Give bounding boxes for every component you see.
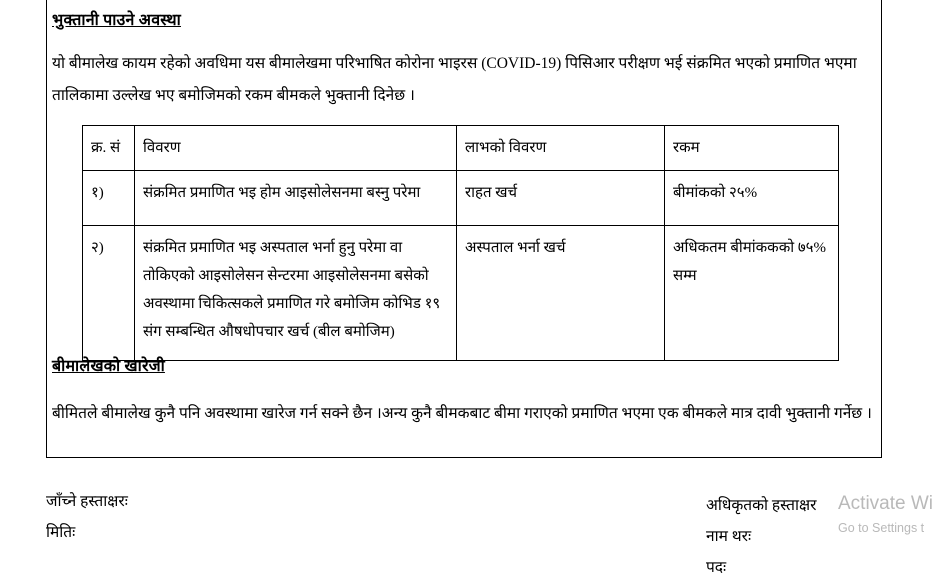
watermark-title: Activate Wi — [838, 493, 934, 514]
cell-description: संक्रमित प्रमाणित भइ होम आइसोलेसनमा बस्नु परेमा — [135, 171, 457, 226]
document-border-right — [881, 0, 882, 458]
table-header-amount: रकम — [665, 126, 839, 171]
table-row — [83, 226, 839, 361]
table-row — [83, 171, 839, 226]
cell-description: संक्रमित प्रमाणित भइ अस्पताल भर्ना हुनु परेमा वा तोकिएको आइसोलेसन सेन्टरमा आइसोलेसनमा बसेको अवस्थामा चिकित्सकले प्रमाणित गरे बमोजिम कोभिड १९ संग सम्बन्धित औषधोपचार खर्च (बील बमोजिम) — [135, 226, 457, 361]
date-label: मितिः — [46, 524, 76, 541]
officer-position-label: पदः — [706, 559, 727, 576]
watermark-subtitle: Go to Settings t — [838, 521, 925, 535]
signature-block-left — [46, 486, 128, 548]
officer-signature-label: अधिकृतको हस्ताक्षर — [706, 497, 817, 514]
activation-watermark — [838, 492, 933, 537]
checker-signature-label: जाँच्ने हस्ताक्षरः — [46, 493, 128, 510]
section-heading-policy-cancellation — [52, 354, 165, 376]
section1-paragraph: यो बीमालेख कायम रहेको अवधिमा यस बीमालेखमा परिभाषित कोरोना भाइरस (COVID-19) पिसिआर परीक्षण भई संक्रमित भएको प्रमाणित भएमा तालिकामा उल्लेख भए बमोजिमको रकम बीमकले भुक्तानी दिनेछ । — [52, 55, 857, 104]
officer-name-label: नाम थरः — [706, 528, 752, 545]
section1-heading-text: भुक्तानी पाउने अवस्था — [52, 12, 181, 29]
table-header-sn: क्र. सं — [83, 126, 135, 171]
table-header-benefit: लाभको विवरण — [457, 126, 665, 171]
signature-block-right — [706, 490, 817, 583]
cell-amount: अधिकतम बीमांककको ७५% सम्म — [665, 226, 839, 361]
benefits-table — [82, 125, 839, 361]
cell-benefit: राहत खर्च — [457, 171, 665, 226]
cell-amount: बीमांकको २५% — [665, 171, 839, 226]
cell-sn: १) — [83, 171, 135, 226]
section2-paragraph: बीमितले बीमालेख कुनै पनि अवस्थामा खारेज गर्न सक्ने छैन ।अन्य कुनै बीमकबाट बीमा गराएको प्रमाणित भएमा एक बीमकले मात्र दावी भुक्तानी गर्नेछ । — [52, 405, 872, 422]
section-heading-payment-conditions — [52, 8, 181, 30]
cell-sn: २) — [83, 226, 135, 361]
table-header-description: विवरण — [135, 126, 457, 171]
cell-benefit: अस्पताल भर्ना खर्च — [457, 226, 665, 361]
table-header-row — [83, 126, 839, 171]
section2-heading-text: बीमालेखको खारेजी — [52, 358, 165, 375]
